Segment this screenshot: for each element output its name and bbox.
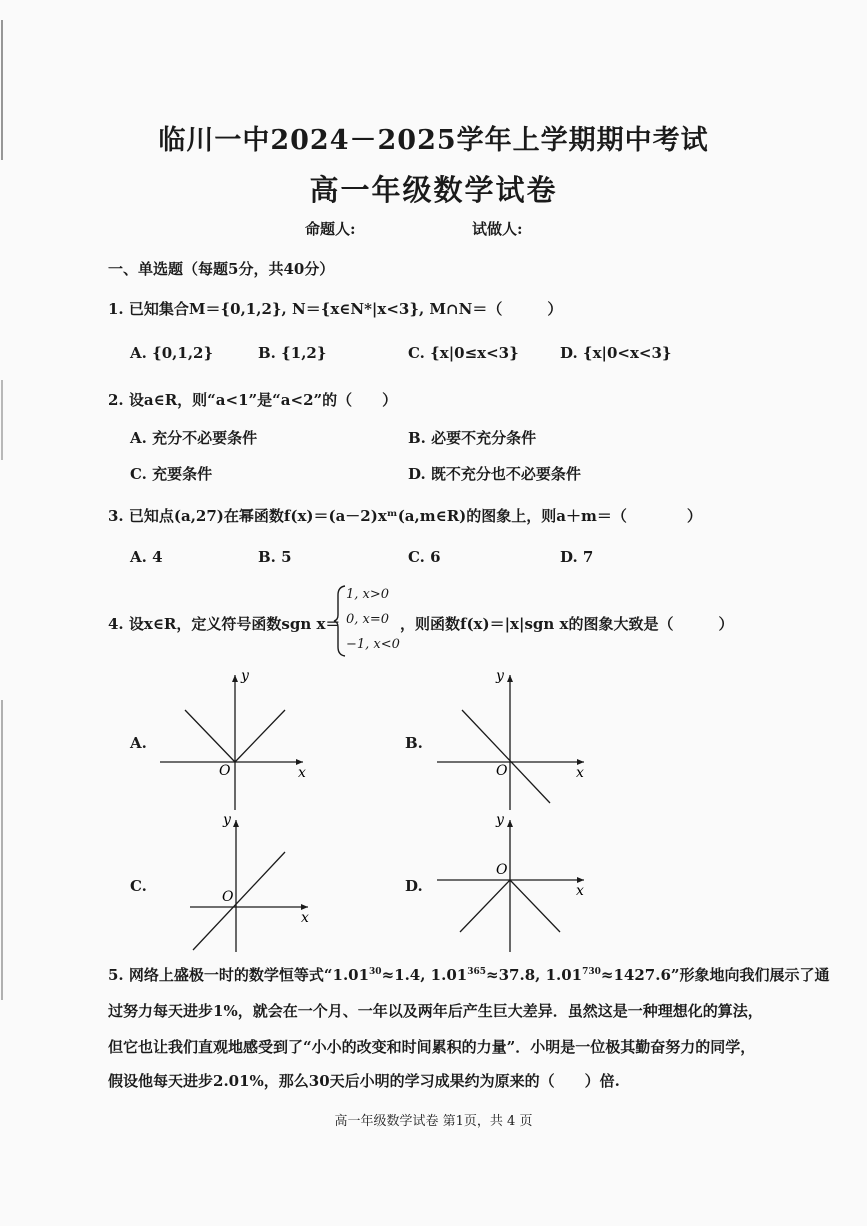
proposer-label: 命题人: (305, 220, 356, 238)
piecewise-case-1: 1, x>0 (346, 587, 390, 602)
question-4-stem-prefix: 4. 设x∈R，定义符号函数sgn x＝ (108, 615, 341, 633)
graph-d-x-label: x (576, 883, 584, 899)
q1-option-b: B. {1,2} (258, 344, 327, 362)
question-2-stem: 2. 设a∈R，则“a<1”是“a<2”的（ ） (108, 391, 398, 409)
q5-line1-mid2: ≈37.8, 1.01 (486, 966, 583, 984)
q1-option-a: A. {0,1,2} (130, 344, 214, 362)
q5-exponent-1: 30 (369, 967, 382, 977)
graph-b-origin-label: O (496, 763, 508, 779)
piecewise-brace (333, 585, 347, 657)
graph-a-x-label: x (298, 765, 306, 781)
question-5-line-3: 但它也让我们直观地感受到了“小小的改变和时间累积的力量”．小明是一位极其勤奋努力的同学， (108, 1038, 756, 1056)
graph-d-origin-label: O (496, 862, 508, 878)
q5-exponent-2: 365 (467, 967, 487, 977)
exam-subtitle: 高一年级数学试卷 (309, 173, 558, 207)
graph-c-origin-label: O (222, 889, 234, 905)
graph-b-y-label: y (496, 668, 504, 684)
q5-exponent-3: 730 (582, 967, 601, 977)
q4-option-a-label: A. (130, 734, 147, 752)
question-4-stem-suffix: ，则函数f(x)＝|x|sgn x的图象大致是（ ） (400, 615, 734, 633)
q5-line1-suffix: ≈1427.6”形象地向我们展示了通 (600, 966, 830, 984)
graph-c-y-label: y (223, 812, 231, 828)
graph-b-x-label: x (576, 765, 584, 781)
q1-option-c: C. {x|0≤x<3} (408, 344, 519, 362)
q5-line1-mid1: ≈1.4, 1.01 (381, 966, 468, 984)
q4-option-c-label: C. (130, 877, 147, 895)
question-5-line-2: 过努力每天进步1%，就会在一个月、一年以及两年后产生巨大差异．虽然这是一种理想化的算法， (108, 1002, 763, 1020)
exam-title: 临川一中2024－2025学年上学期期中考试 (158, 125, 709, 156)
q4-option-d-label: D. (405, 877, 423, 895)
q2-option-d: D. 既不充分也不必要条件 (408, 465, 581, 483)
page-footer: 高一年级数学试卷 第1页，共 4 页 (334, 1114, 533, 1129)
q3-option-a: A. 4 (130, 548, 163, 566)
q2-option-b: B. 必要不充分条件 (408, 429, 537, 447)
tester-label: 试做人: (472, 220, 523, 238)
q4-graph-a (155, 665, 315, 815)
section-heading: 一、单选题（每题5分，共40分） (108, 260, 335, 278)
question-5-line-1 (108, 964, 830, 985)
piecewise-case-2: 0, x=0 (346, 612, 390, 627)
graph-c-x-label: x (301, 910, 309, 926)
question-5-line-4: 假设他每天进步2.01%，那么30天后小明的学习成果约为原来的（ ）倍. (108, 1072, 620, 1090)
q2-option-a: A. 充分不必要条件 (130, 429, 258, 447)
question-3-stem: 3. 已知点(a,27)在幂函数f(x)＝(a－2)xᵐ(a,m∈R)的图象上，则a＋m＝（ ） (108, 507, 702, 525)
q4-graph-c (185, 812, 315, 957)
graph-a-y-label: y (241, 668, 249, 684)
q2-option-c: C. 充要条件 (130, 465, 213, 483)
q4-graph-d (432, 812, 592, 957)
q3-option-b: B. 5 (258, 548, 292, 566)
q3-option-c: C. 6 (408, 548, 441, 566)
q3-option-d: D. 7 (560, 548, 594, 566)
graph-d-y-label: y (496, 812, 504, 828)
q1-option-d: D. {x|0<x<3} (560, 344, 672, 362)
graph-a-origin-label: O (219, 763, 231, 779)
piecewise-case-3: −1, x<0 (346, 637, 400, 652)
q5-line1-prefix: 5. 网络上盛极一时的数学恒等式“1.01 (108, 966, 370, 984)
q4-graph-b (432, 665, 592, 815)
question-1-stem: 1. 已知集合M＝{0,1,2}, N＝{x∈N*|x<3}, M∩N＝（ ） (108, 300, 563, 318)
q4-option-b-label: B. (405, 734, 423, 752)
